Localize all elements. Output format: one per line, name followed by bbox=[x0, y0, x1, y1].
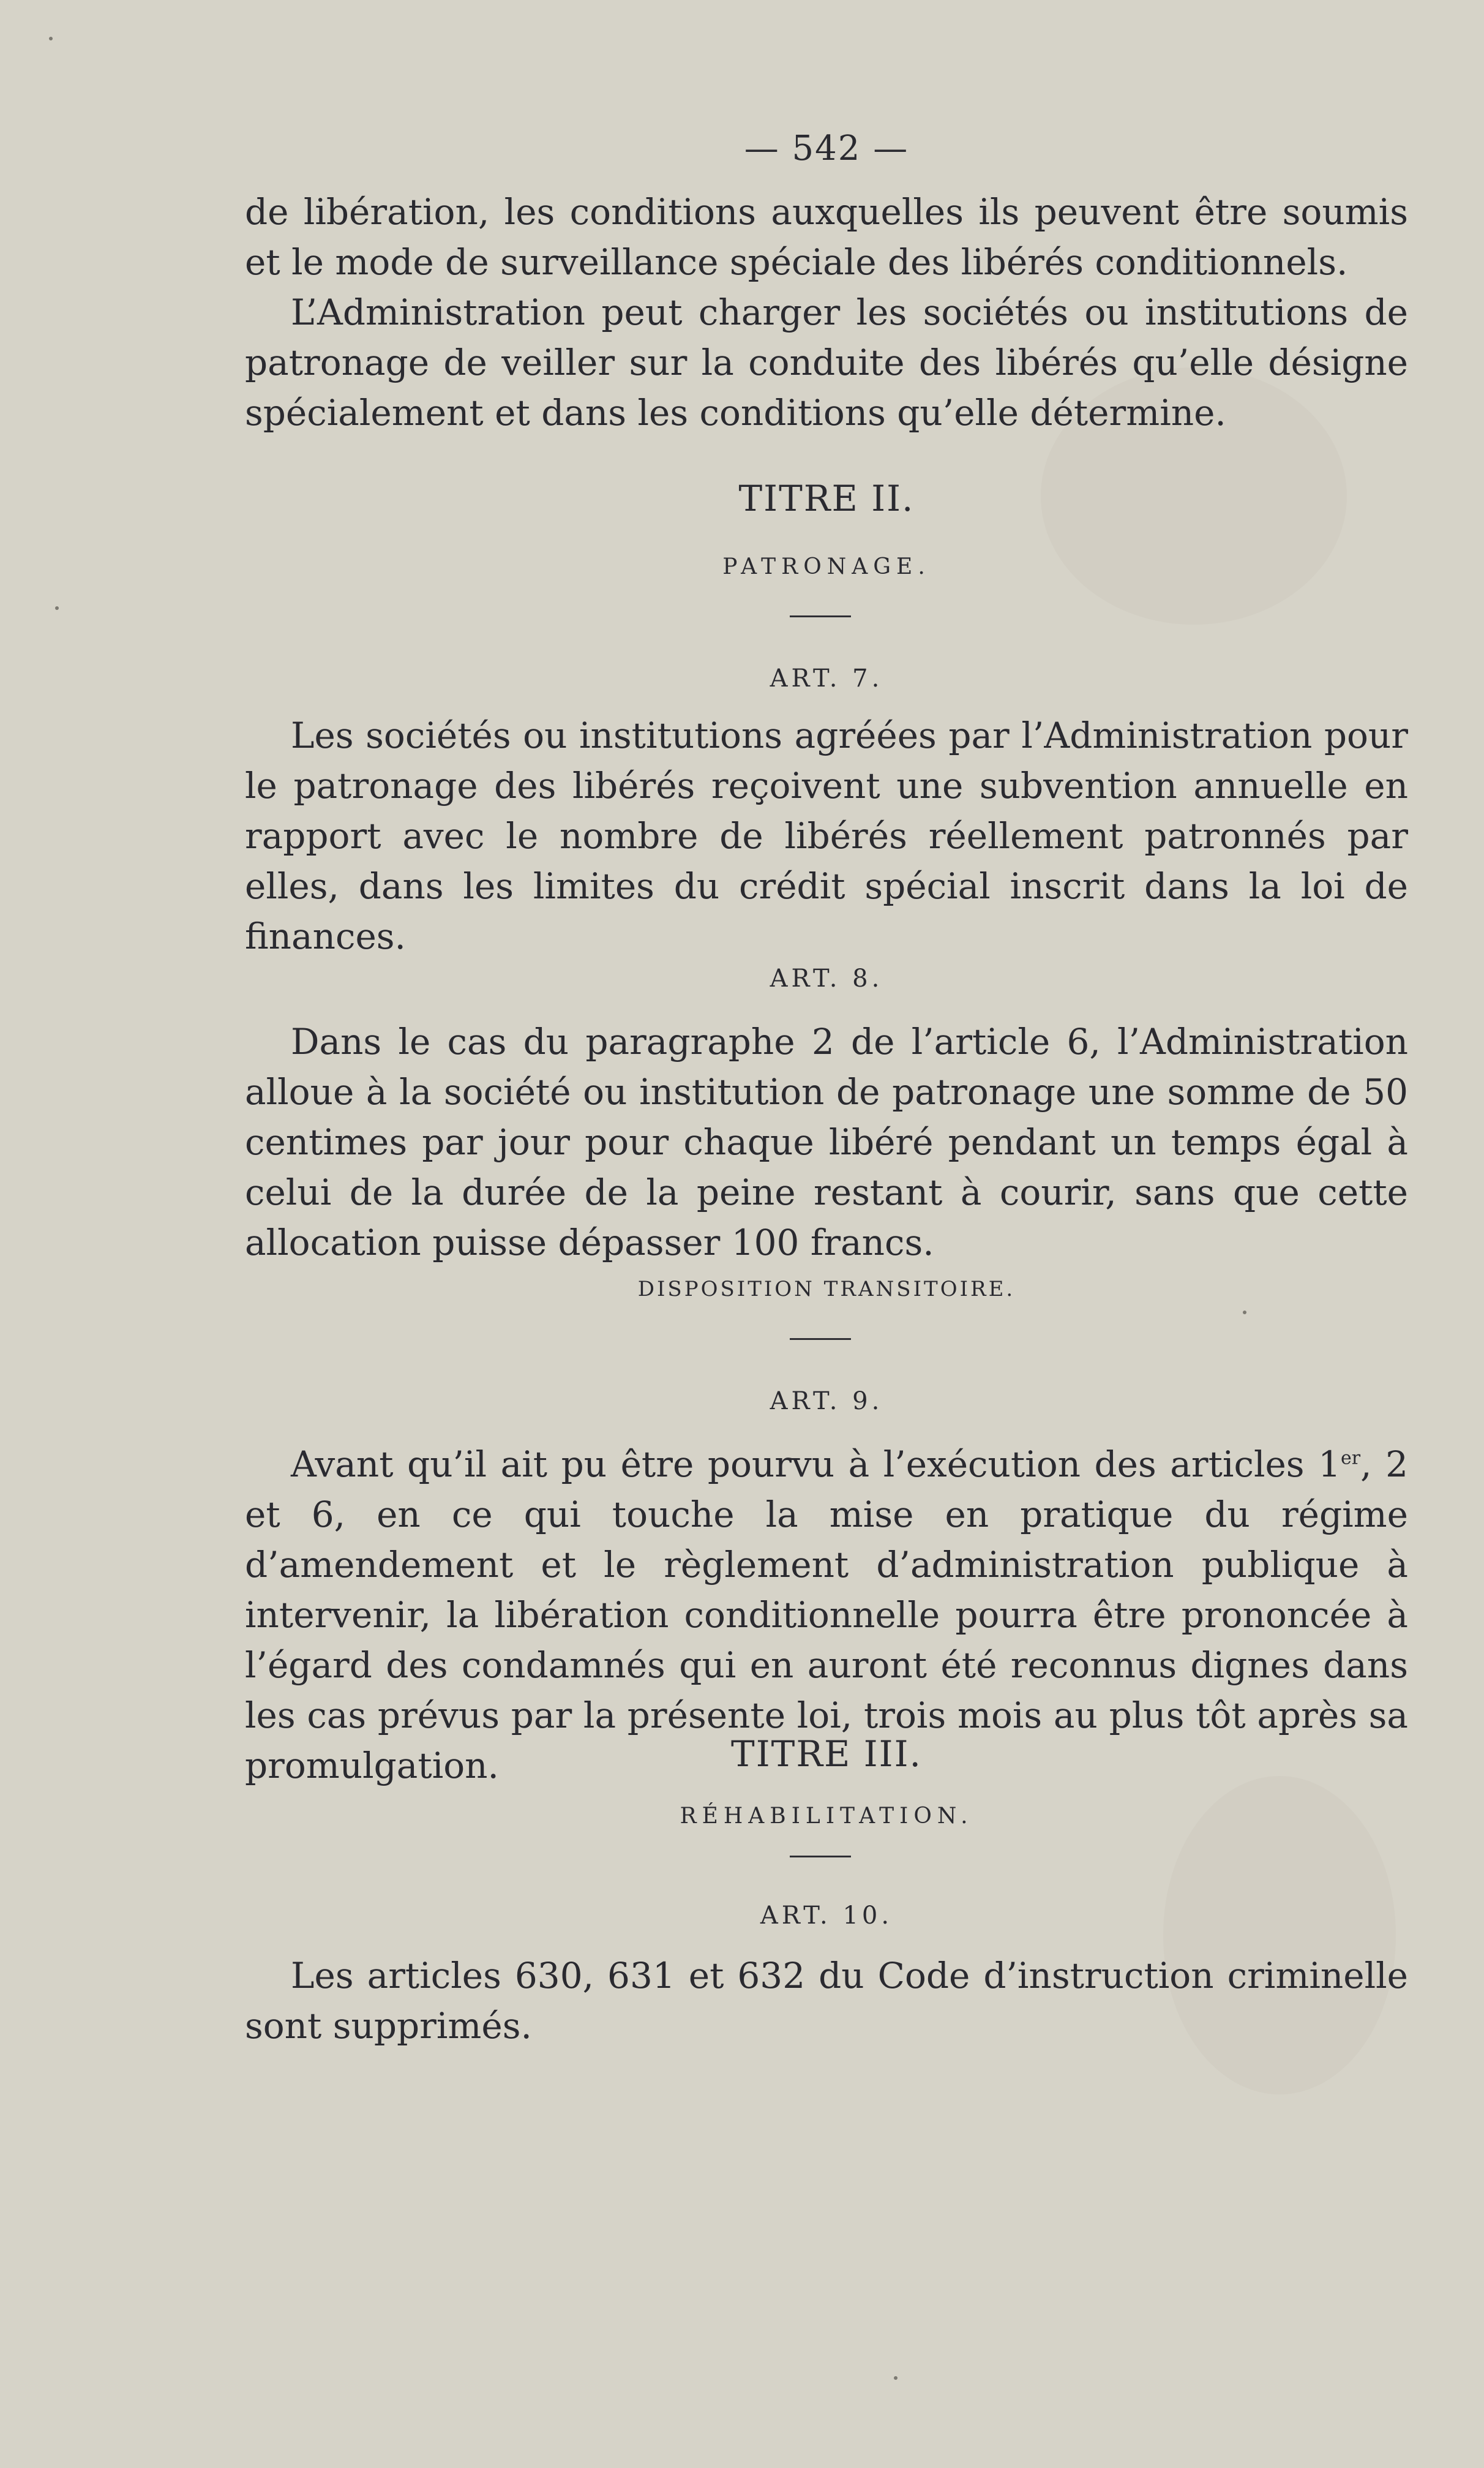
article-8-body bbox=[245, 1017, 1408, 1268]
separator-rule bbox=[790, 615, 851, 617]
patronage-subheading: PATRONAGE. bbox=[722, 554, 931, 579]
page-number: — 542 — bbox=[744, 129, 909, 168]
rehabilitation-subheading: RÉHABILITATION. bbox=[680, 1804, 973, 1829]
article-9-text-start: Avant qu’il ait pu être pourvu à l’exécution des articles 1 bbox=[291, 1443, 1341, 1485]
intro-text bbox=[245, 187, 1408, 438]
paragraph: Dans le cas du paragraphe 2 de l’article 6, l’Administration alloue à la société ou institution de patronage une somme de 50 centimes par jour pour chaque libéré pendant un temps égal à celui de la durée de la peine restant à courir, sans que cette allocation puisse dépasser 100 francs. bbox=[245, 1021, 1408, 1263]
article-7-heading: ART. 7. bbox=[770, 664, 883, 693]
paper-speck bbox=[1243, 1311, 1246, 1314]
paper-speck bbox=[894, 2376, 898, 2380]
article-10-heading: ART. 10. bbox=[760, 1902, 893, 1930]
titre-iii-heading: TITRE III. bbox=[731, 1733, 922, 1775]
article-8-heading: ART. 8. bbox=[770, 965, 883, 993]
separator-rule bbox=[790, 1338, 851, 1340]
paragraph: Les sociétés ou institutions agréées par l’Administration pour le patronage des libérés reçoivent une subvention annuelle en rapport avec le nombre de libérés réellement patronnés par elles, dans les limites du crédit spécial inscrit dans la loi de finances. bbox=[245, 715, 1408, 957]
paper-speck bbox=[55, 606, 59, 610]
article-9-text-end: , 2 et 6, en ce qui touche la mise en pratique du régime d’amendement et le règlement d’administration publique à intervenir, la libération conditionnelle pourra être prononcée à l’égard des condamnés qui en auront été reconnus dignes dans les cas prévus par la présente loi, trois mois au plus tôt après sa promulgation. bbox=[245, 1443, 1408, 1786]
article-7-body bbox=[245, 710, 1408, 961]
separator-rule bbox=[790, 1856, 851, 1857]
paragraph: L’Administration peut charger les sociétés ou institutions de patronage de veiller sur la conduite des libérés qu’elle désigne spécialement et dans les conditions qu’elle détermine. bbox=[245, 292, 1408, 434]
paragraph: de libération, les conditions auxquelles ils peuvent être soumis et le mode de surveillance spéciale des libérés conditionnels. bbox=[245, 191, 1408, 283]
article-9-heading: ART. 9. bbox=[770, 1387, 883, 1415]
article-10-body bbox=[245, 1951, 1408, 2051]
paper-speck bbox=[49, 37, 53, 40]
paragraph: Les articles 630, 631 et 632 du Code d’instruction criminelle sont supprimés. bbox=[245, 1955, 1408, 2047]
disposition-transitoire-heading: DISPOSITION TRANSITOIRE. bbox=[637, 1277, 1016, 1301]
superscript: er bbox=[1341, 1447, 1361, 1469]
titre-ii-heading: TITRE II. bbox=[738, 478, 915, 519]
